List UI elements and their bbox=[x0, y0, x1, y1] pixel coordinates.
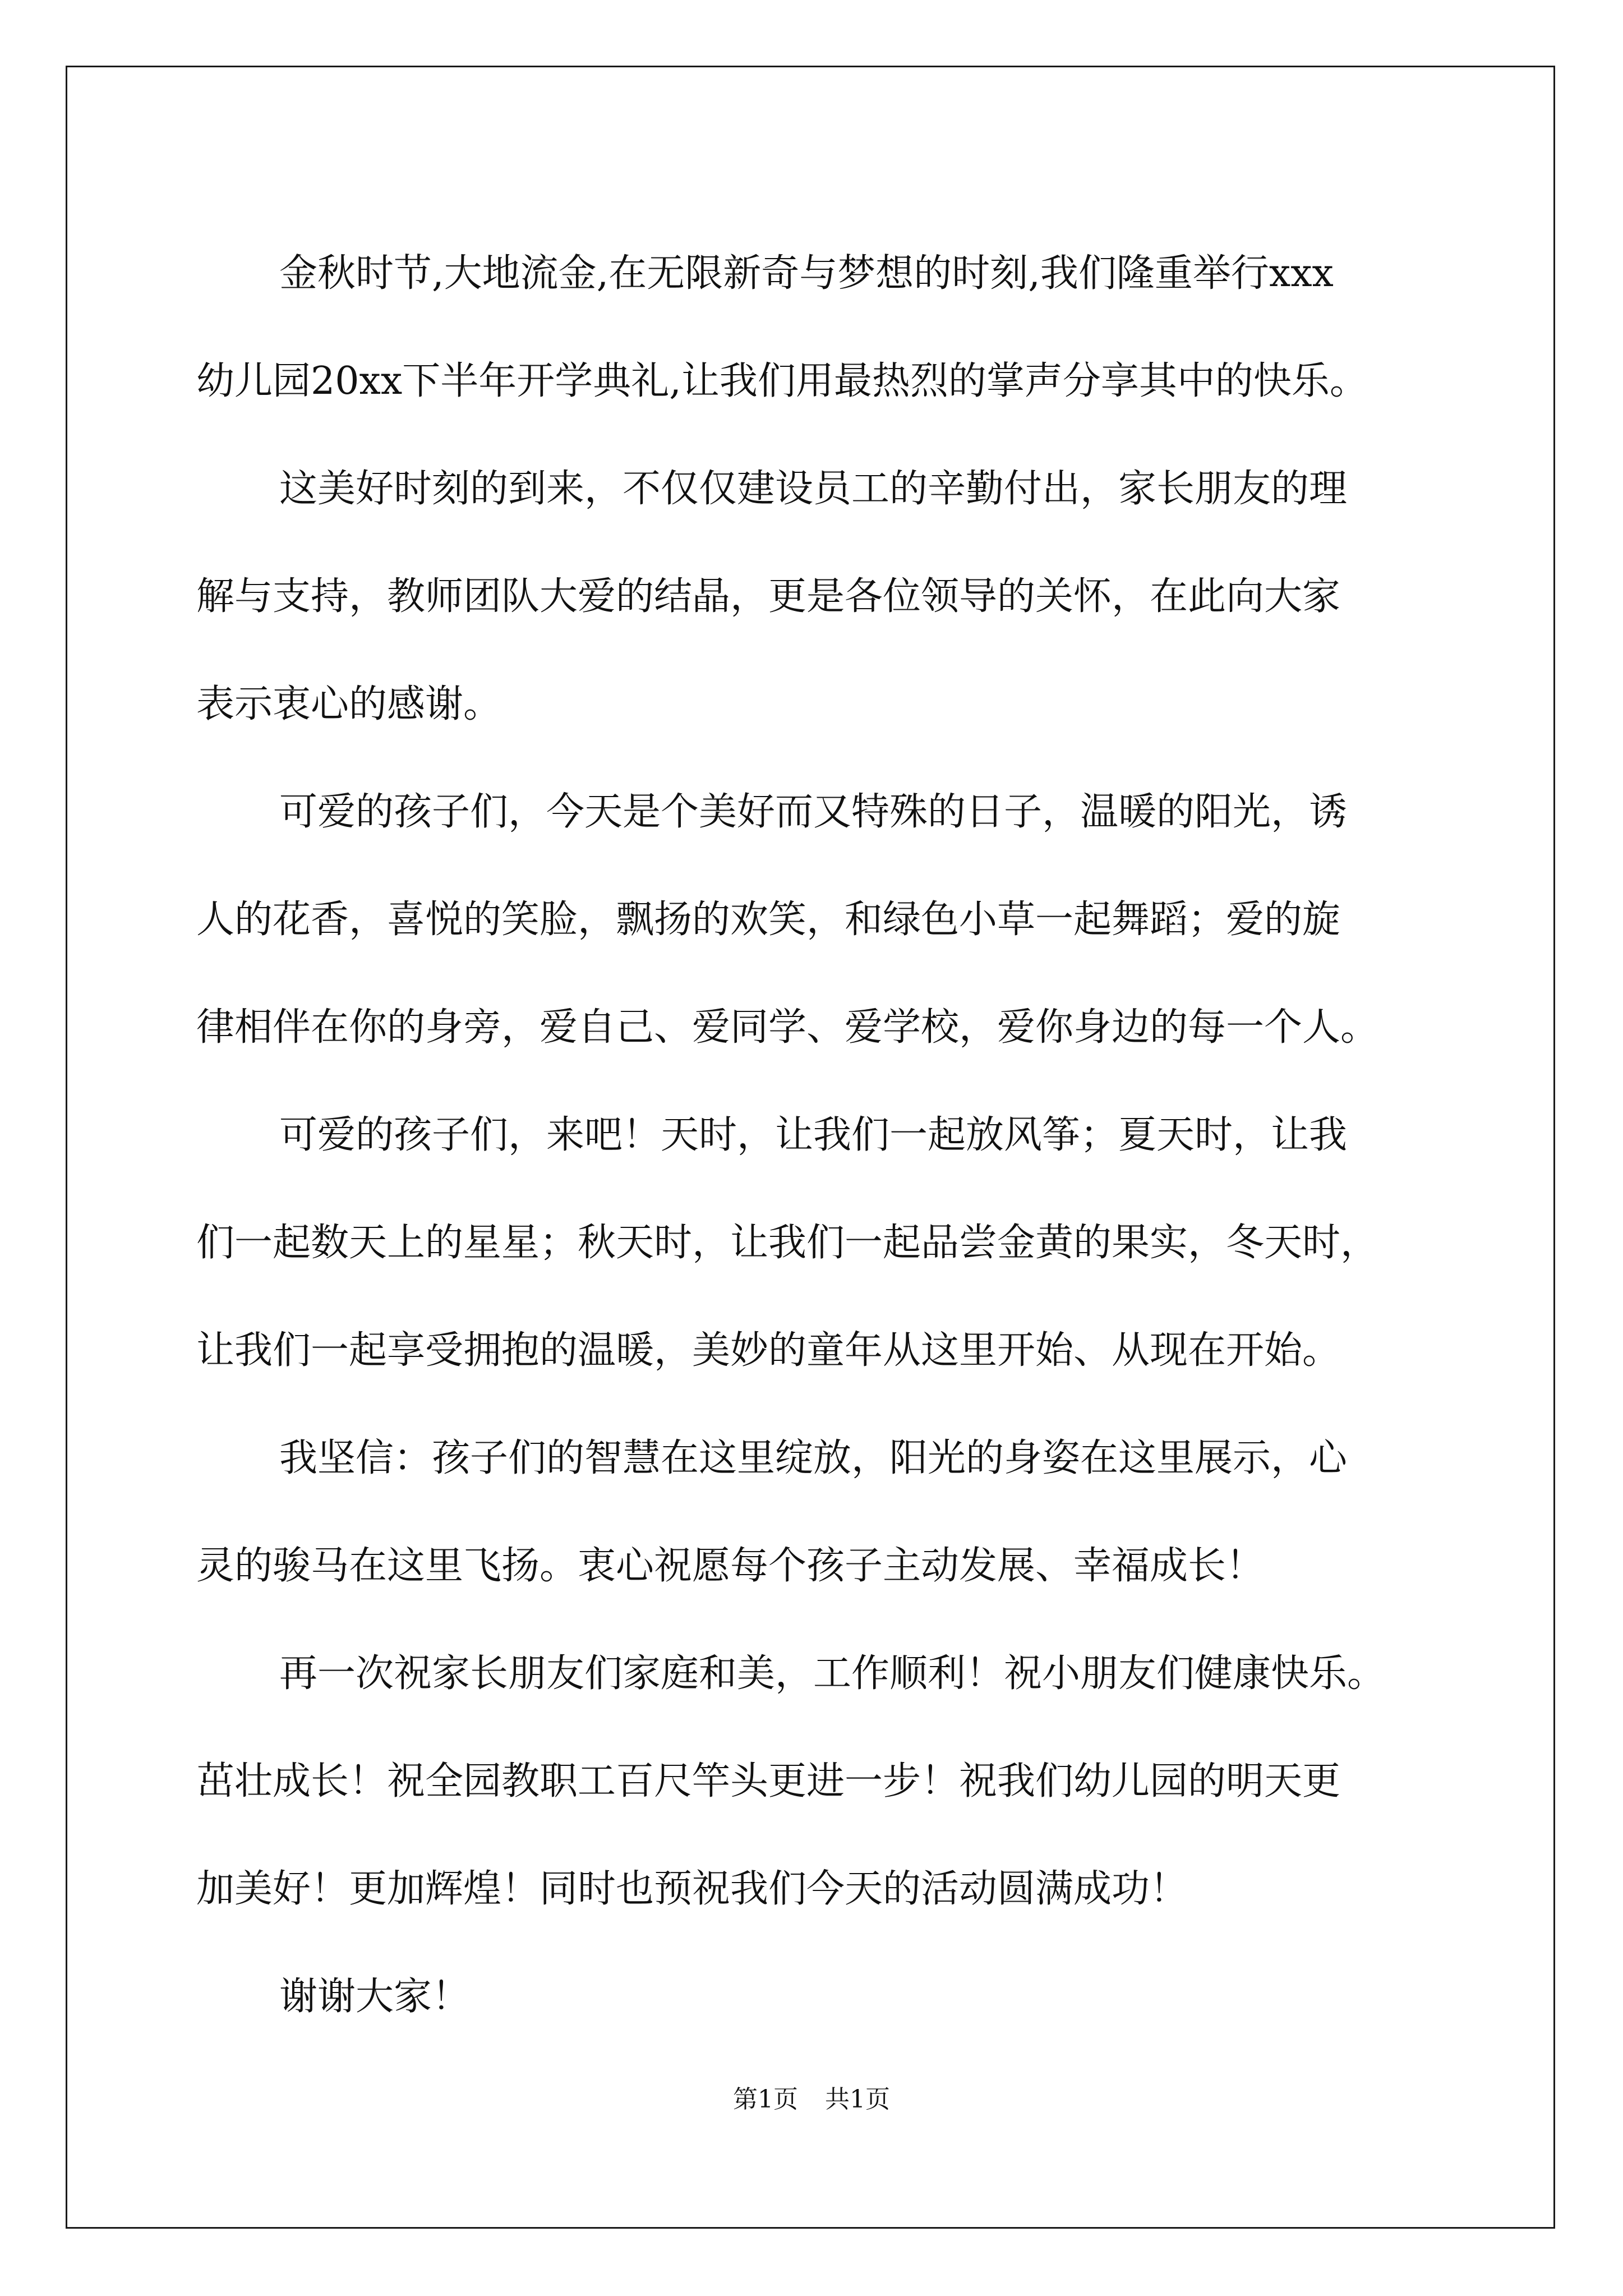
paragraph-line: 再一次祝家长朋友们家庭和美，工作顺利！祝小朋友们健康快乐。 bbox=[279, 1651, 1386, 1696]
paragraph-line: 谢谢大家！ bbox=[279, 1975, 471, 2019]
paragraph-line: 人的花香，喜悦的笑脸，飘扬的欢笑，和绿色小草一起舞蹈；爱的旋 bbox=[196, 898, 1341, 942]
paragraph-line: 可爱的孩子们，今天是个美好而又特殊的日子，温暖的阳光，诱 bbox=[279, 790, 1348, 834]
paragraph-line: 可爱的孩子们，来吧！天时，让我们一起放风筝；夏天时，让我 bbox=[279, 1113, 1348, 1157]
paragraph-line: 茁壮成长！祝全园教职工百尺竿头更进一步！祝我们幼儿园的明天更 bbox=[196, 1759, 1341, 1803]
paragraph-line: 解与支持，教师团队大爱的结晶，更是各位领导的关怀，在此向大家 bbox=[196, 574, 1341, 619]
paragraph-line: 我坚信：孩子们的智慧在这里绽放，阳光的身姿在这里展示，心 bbox=[279, 1436, 1348, 1480]
paragraph-line: 们一起数天上的星星；秋天时，让我们一起品尝金黄的果实，冬天时， bbox=[196, 1221, 1379, 1265]
page-number: 第1页 bbox=[733, 2085, 798, 2114]
paragraph-line: 幼儿园20xx下半年开学典礼,让我们用最热烈的掌声分享其中的快乐。 bbox=[196, 359, 1368, 403]
paragraph-line: 让我们一起享受拥抱的温暖，美妙的童年从这里开始、从现在开始。 bbox=[196, 1328, 1341, 1373]
paragraph-line: 灵的骏马在这里飞扬。衷心祝愿每个孩子主动发展、幸福成长！ bbox=[196, 1544, 1265, 1588]
paragraph-line: 金秋时节,大地流金,在无限新奇与梦想的时刻,我们隆重举行xxx bbox=[279, 251, 1334, 296]
document-body bbox=[196, 220, 1475, 2051]
page-total: 共1页 bbox=[825, 2085, 890, 2114]
page-footer bbox=[0, 2083, 1623, 2116]
paragraph-line: 表示衷心的感谢。 bbox=[196, 682, 502, 726]
paragraph-line: 律相伴在你的身旁，爱自己、爱同学、爱学校，爱你身边的每一个人。 bbox=[196, 1005, 1379, 1050]
paragraph-line: 加美好！更加辉煌！同时也预祝我们今天的活动圆满成功！ bbox=[196, 1867, 1188, 1911]
paragraph-line: 这美好时刻的到来，不仅仅建设员工的辛勤付出，家长朋友的理 bbox=[279, 467, 1348, 511]
